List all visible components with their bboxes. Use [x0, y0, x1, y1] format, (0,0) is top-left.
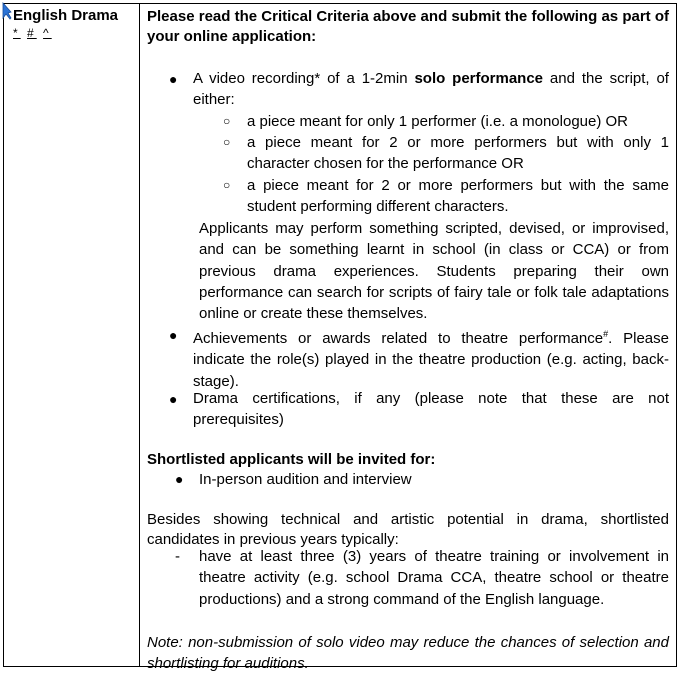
- sub-bullet-icon: ○: [223, 178, 231, 192]
- shortlist-heading: Shortlisted applicants will be invited for:: [147, 451, 436, 468]
- bullet-icon: ●: [169, 391, 178, 407]
- bullet-icon: ●: [175, 471, 184, 487]
- mark-asterisk: *: [13, 26, 21, 40]
- intro-text: Please read the Critical Criteria above and submit the following as part of your online application:: [147, 8, 669, 45]
- sub-bullet-icon: ○: [223, 135, 231, 149]
- bullet-certifications: Drama certifications, if any (please note that these are not prerequisites): [193, 390, 669, 429]
- shortlist-item-audition: In-person audition and interview: [199, 471, 412, 488]
- subject-marks: [13, 26, 52, 40]
- besides-text: Besides showing technical and artistic potential in drama, shortlisted candidates in previous years typically:: [147, 511, 669, 548]
- criteria-table: [3, 3, 677, 673]
- sub-item-multiple-characters: a piece meant for 2 or more performers but with the same student performing different characters.: [247, 177, 669, 216]
- bullet-icon: ●: [169, 327, 178, 343]
- bullet-achievements: Achievements or awards related to theatre performance#. Please indicate the role(s) played in the theatre production (e.g. acting, back-stage).: [193, 329, 669, 390]
- bullet-video: A video recording* of a 1-2min solo performance and the script, of either:: [193, 70, 669, 109]
- subject-title: English Drama: [13, 7, 119, 24]
- dash-item-experience: have at least three (3) years of theatre training or involvement in theatre activity (e.g. school Drama CCA, theatre school or theatre productions) and a strong command of the English language.: [199, 548, 669, 608]
- mouse-cursor-icon: [2, 2, 12, 20]
- mark-caret: ^: [43, 26, 52, 40]
- note-text: Note: non-submission of solo video may reduce the chances of selection and shortlisting for auditions.: [147, 634, 669, 673]
- sub-bullet-icon: ○: [223, 114, 231, 128]
- sub-item-monologue: a piece meant for only 1 performer (i.e. a monologue) OR: [247, 113, 629, 130]
- subject-cell: [4, 4, 139, 666]
- sub-item-one-character: a piece meant for 2 or more performers but with only 1 character chosen for the performance OR: [247, 134, 669, 173]
- mark-hash: #: [27, 26, 37, 40]
- bullet-icon: ●: [169, 71, 178, 87]
- dash-icon: -: [175, 548, 180, 565]
- bullet-video-details: Applicants may perform something scripted, devised, or improvised, and can be something learnt in school (in class or CCA) or from previous drama experiences. Students preparing their own performance can search for scripts of fairy tale or folk tale adaptations online or create these themselves.: [199, 220, 669, 323]
- column-divider: [139, 4, 140, 666]
